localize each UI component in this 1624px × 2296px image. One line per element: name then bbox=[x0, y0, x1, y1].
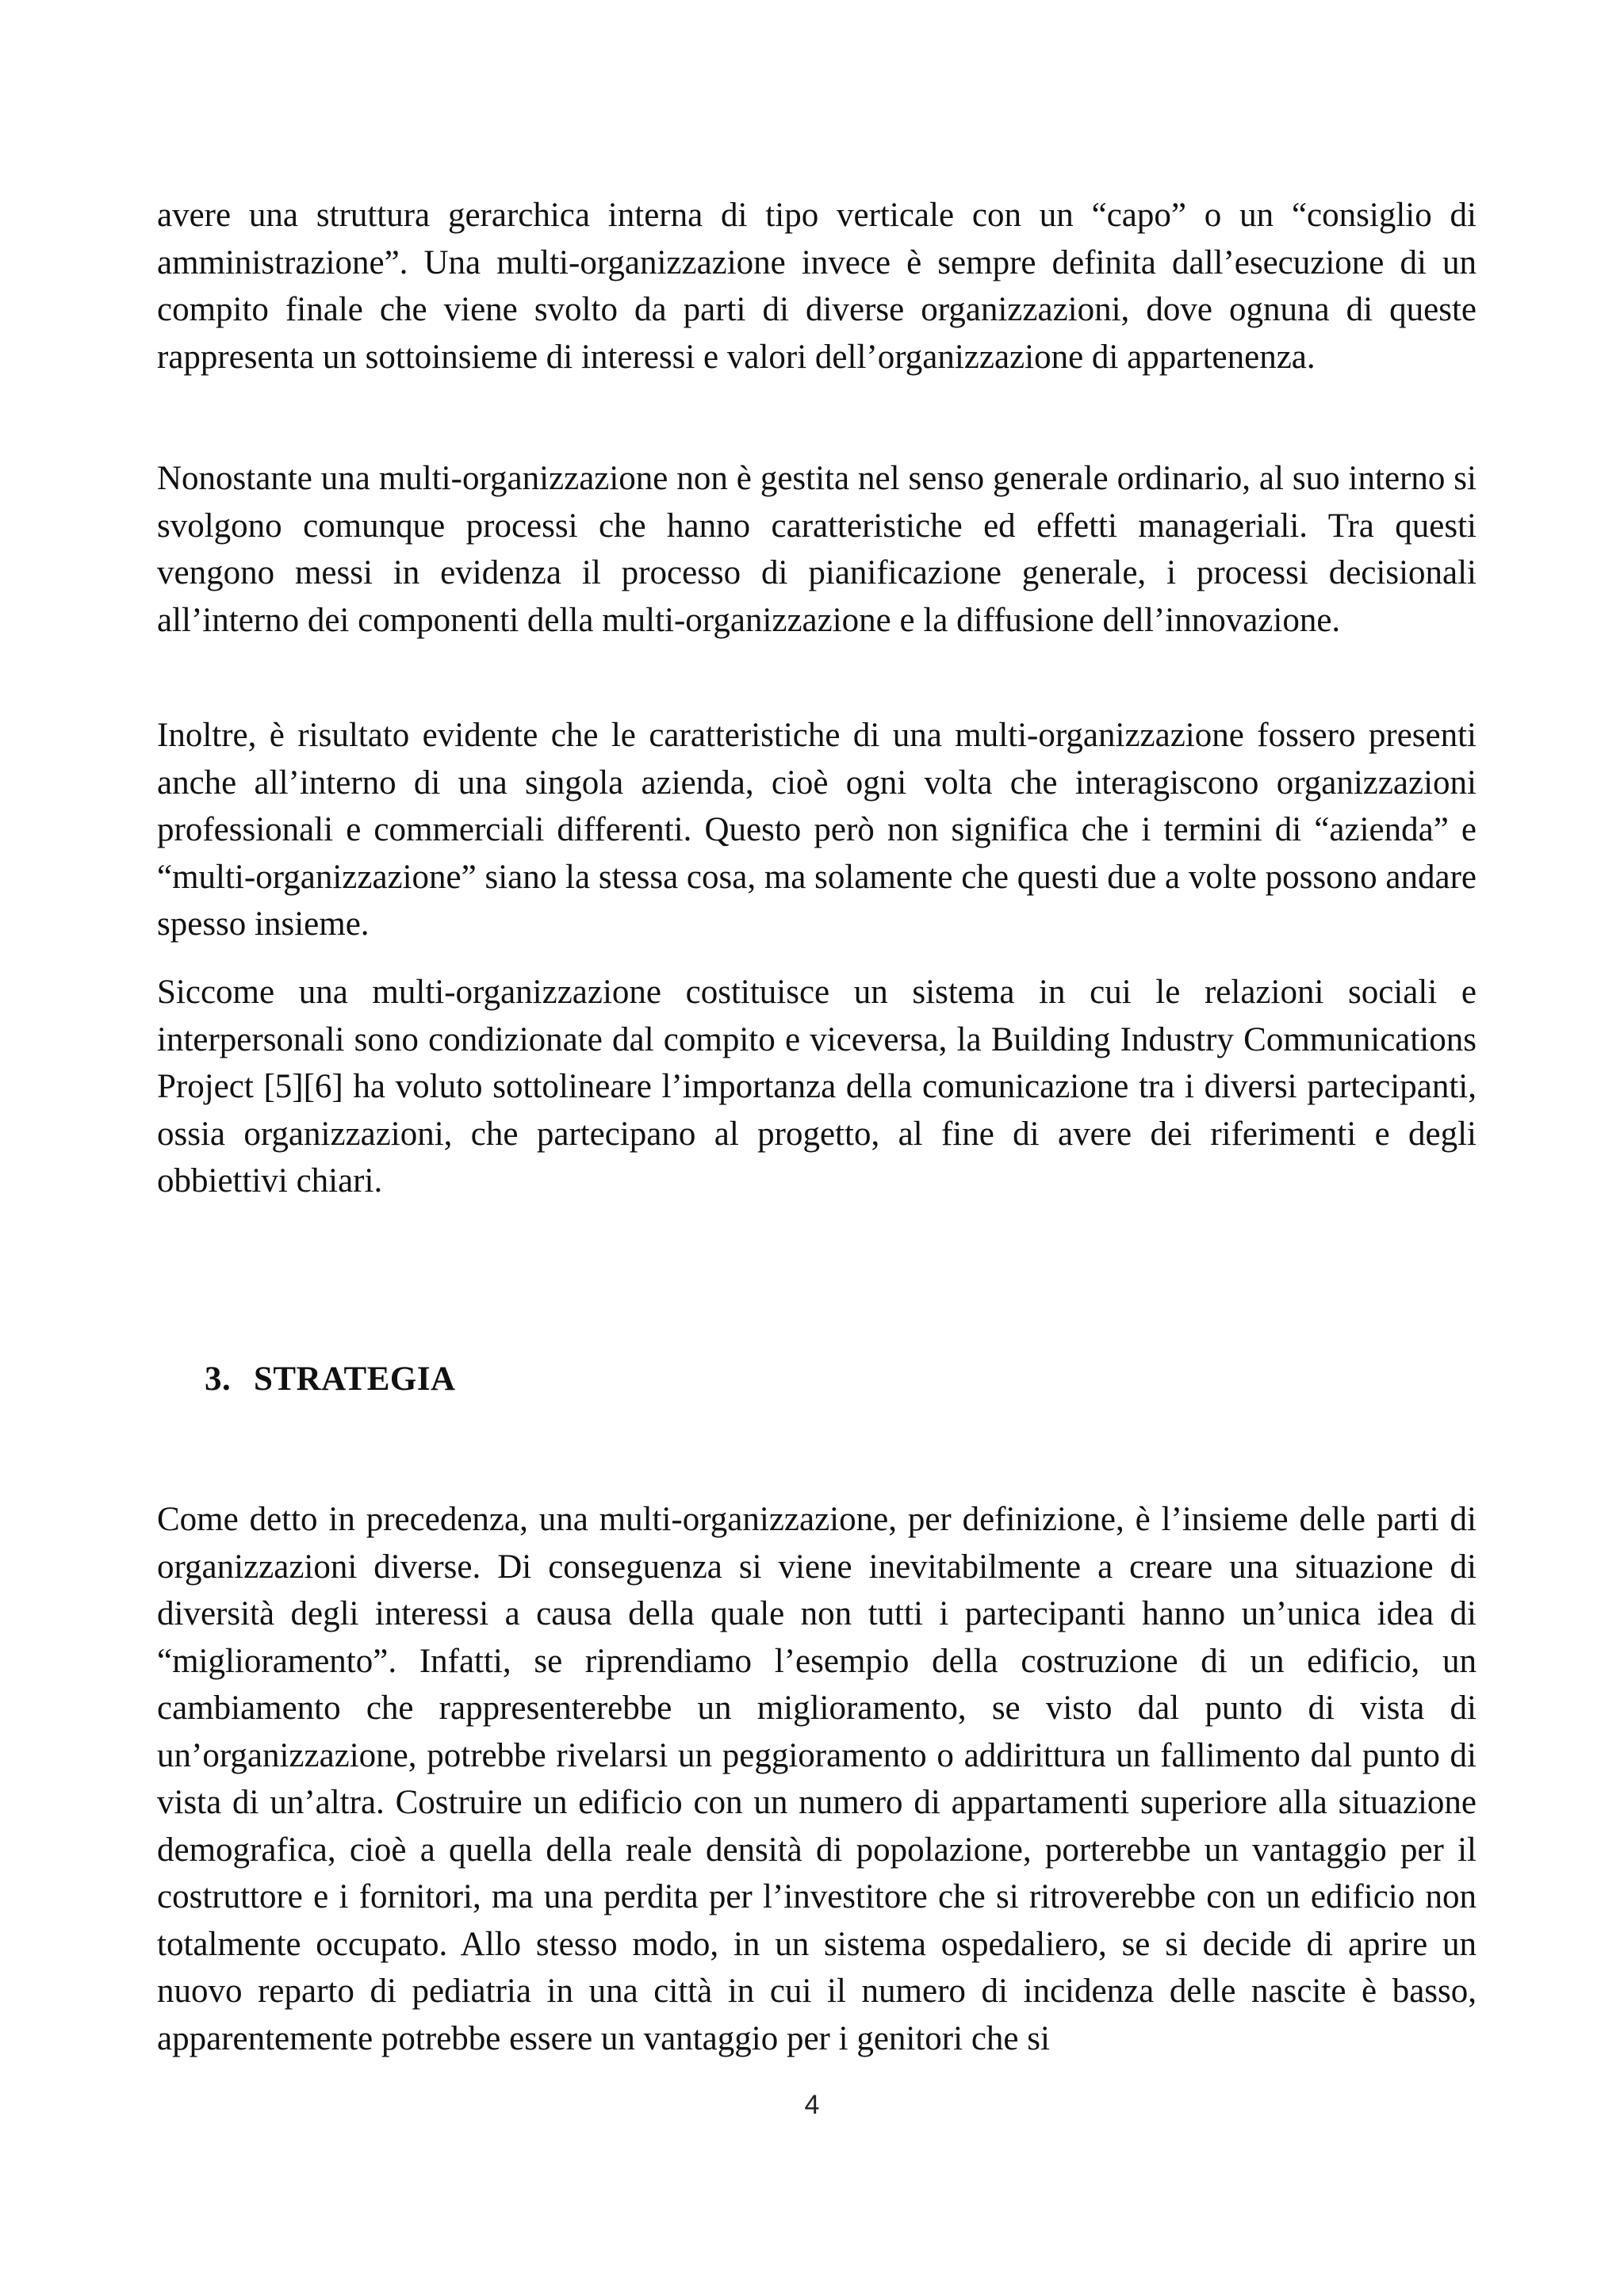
body-paragraph-1: avere una struttura gerarchica interna di tipo verticale con un “capo” o un “consiglio di amministrazione”. Una multi-organizzazione invece è sempre definita dall’esecuzione di un compito finale che viene svolto da parti di diverse organizzazioni, dove ognuna di queste rappresenta un sottoinsieme di interessi e valori dell’organizzazione di appartenenza. bbox=[157, 197, 1477, 376]
body-paragraph-4: Siccome una multi-organizzazione costituisce un sistema in cui le relazioni sociali e interpersonali sono condizionate dal compito e viceversa, la Building Industry Communications Project [5][6] ha voluto sottolineare l’importanza della comunicazione tra i diversi partecipanti, ossia organizzazioni, che partecipano al progetto, al fine di avere dei riferimenti e degli obbiettivi chiari. bbox=[157, 974, 1477, 1200]
body-paragraph-2: Nonostante una multi-organizzazione non è gestita nel senso generale ordinario, al suo interno si svolgono comunque processi che hanno caratteristiche ed effetti manageriali. Tra questi vengono messi in evidenza il processo di pianificazione generale, i processi decisionali all’interno dei componenti della multi-organizzazione e la diffusione dell’innovazione. bbox=[157, 460, 1477, 639]
page-number: 4 bbox=[804, 2090, 820, 2120]
section-title: STRATEGIA bbox=[254, 1360, 456, 1398]
body-paragraph-3: Inoltre, è risultato evidente che le caratteristiche di una multi-organizzazione fossero presenti anche all’interno di una singola azienda, cioè ogni volta che interagiscono organizzazioni professionali e commerciali differenti. Questo però non significa che i termini di “azienda” e “multi-organizzazione” siano la stessa cosa, ma solamente che questi due a volte possono andare spesso insieme. bbox=[157, 717, 1477, 943]
section-number: 3. bbox=[205, 1360, 232, 1398]
section-heading bbox=[205, 1356, 456, 1403]
section-paragraph: Come detto in precedenza, una multi-organizzazione, per definizione, è l’insieme delle parti di organizzazioni diverse. Di conseguenza si viene inevitabilmente a creare una situazione di diversità degli interessi a causa della quale non tutti i partecipanti hanno un’unica idea di “miglioramento”. Infatti, se riprendiamo l’esempio della costruzione di un edificio, un cambiamento che rappresenterebbe un miglioramento, se visto dal punto di vista di un’organizzazione, potrebbe rivelarsi un peggioramento o addirittura un fallimento dal punto di vista di un’altra. Costruire un edificio con un numero di appartamenti superiore alla situazione demografica, cioè a quella della reale densità di popolazione, porterebbe un vantaggio per il costruttore e i fornitori, ma una perdita per l’investitore che si ritroverebbe con un edificio non totalmente occupato. Allo stesso modo, in un sistema ospedaliero, se si decide di aprire un nuovo reparto di pediatria in una città in cui il numero di incidenza delle nascite è basso, apparentemente potrebbe essere un vantaggio per i genitori che si bbox=[157, 1501, 1477, 2057]
